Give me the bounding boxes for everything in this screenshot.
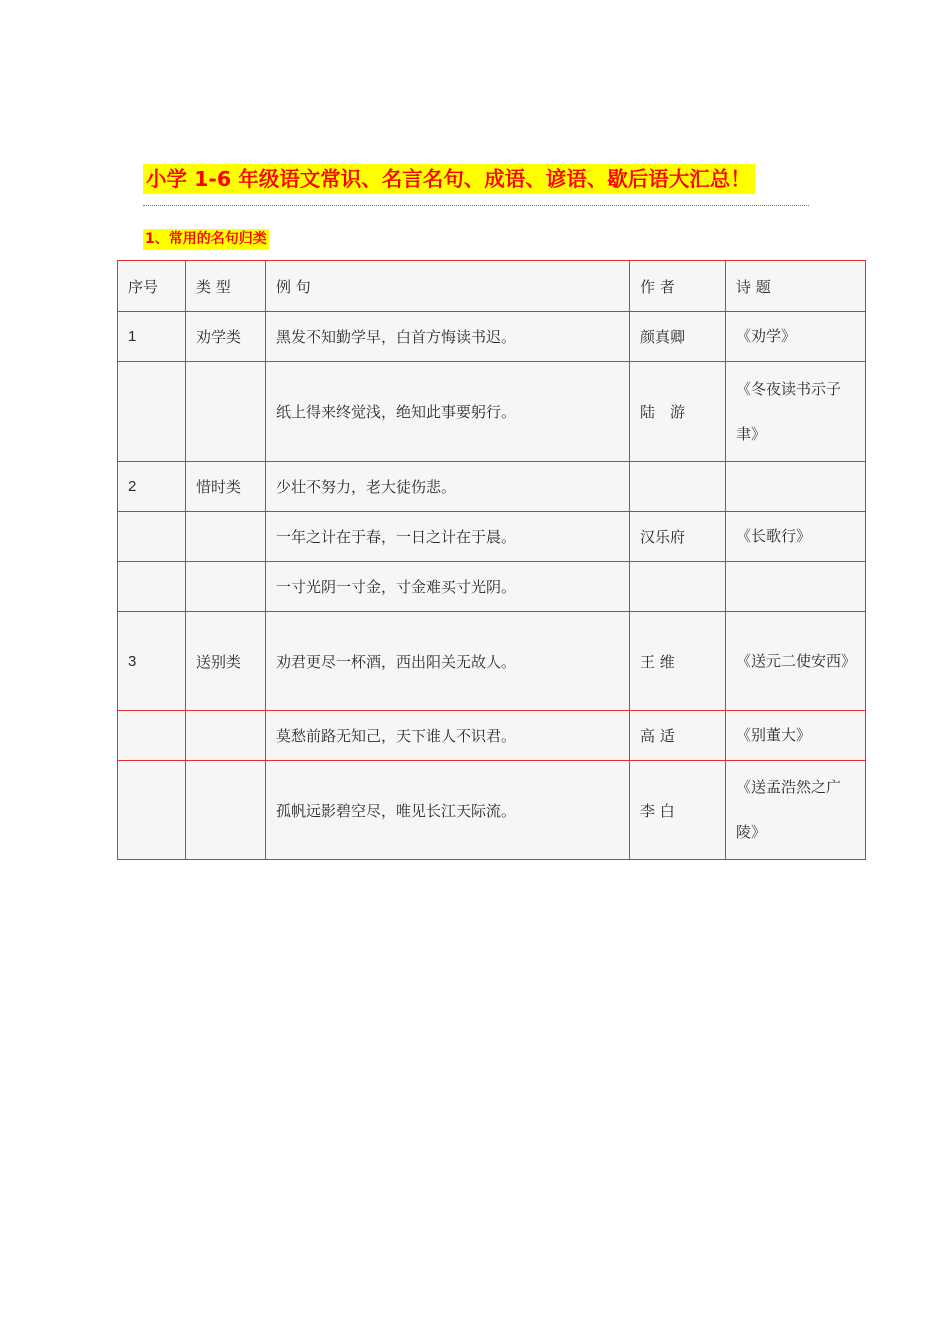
row-type bbox=[186, 761, 266, 860]
header-type: 类 型 bbox=[186, 261, 266, 312]
row-index bbox=[118, 711, 186, 761]
row-author: 王 维 bbox=[630, 612, 726, 711]
quotes-table bbox=[117, 260, 866, 860]
table-row bbox=[118, 562, 866, 612]
row-author: 汉乐府 bbox=[630, 512, 726, 562]
row-example: 黑发不知勤学早，白首方悔读书迟。 bbox=[266, 312, 630, 362]
row-author: 陆 游 bbox=[630, 362, 726, 462]
row-type bbox=[186, 711, 266, 761]
row-example: 少壮不努力，老大徒伤悲。 bbox=[266, 462, 630, 512]
row-poem bbox=[726, 462, 866, 512]
row-index bbox=[118, 761, 186, 860]
row-index: 2 bbox=[118, 462, 186, 512]
document-title: 小学 1-6 年级语文常识、名言名句、成语、谚语、歇后语大汇总！ bbox=[143, 164, 755, 194]
table-row bbox=[118, 512, 866, 562]
section-heading: 1、常用的名句归类 bbox=[143, 229, 269, 250]
header-example: 例 句 bbox=[266, 261, 630, 312]
row-example: 莫愁前路无知己，天下谁人不识君。 bbox=[266, 711, 630, 761]
row-poem: 《长歌行》 bbox=[726, 512, 866, 562]
row-poem: 《冬夜读书示子聿》 bbox=[726, 362, 866, 462]
row-index bbox=[118, 362, 186, 462]
table-row bbox=[118, 761, 866, 860]
row-example: 纸上得来终觉浅，绝知此事要躬行。 bbox=[266, 362, 630, 462]
table-row bbox=[118, 312, 866, 362]
table-row bbox=[118, 711, 866, 761]
table-header-row bbox=[118, 261, 866, 312]
row-author bbox=[630, 462, 726, 512]
table-row bbox=[118, 362, 866, 462]
row-type: 惜时类 bbox=[186, 462, 266, 512]
row-index: 1 bbox=[118, 312, 186, 362]
row-author bbox=[630, 562, 726, 612]
row-poem: 《劝学》 bbox=[726, 312, 866, 362]
row-example: 孤帆远影碧空尽，唯见长江天际流。 bbox=[266, 761, 630, 860]
row-poem bbox=[726, 562, 866, 612]
row-poem: 《送元二使安西》 bbox=[726, 612, 866, 711]
row-example: 一寸光阴一寸金，寸金难买寸光阴。 bbox=[266, 562, 630, 612]
header-author: 作 者 bbox=[630, 261, 726, 312]
dotted-divider bbox=[143, 205, 809, 206]
row-poem: 《别董大》 bbox=[726, 711, 866, 761]
row-index: 3 bbox=[118, 612, 186, 711]
header-index: 序号 bbox=[118, 261, 186, 312]
row-example: 一年之计在于春，一日之计在于晨。 bbox=[266, 512, 630, 562]
row-type bbox=[186, 562, 266, 612]
row-poem: 《送孟浩然之广陵》 bbox=[726, 761, 866, 860]
row-author: 颜真卿 bbox=[630, 312, 726, 362]
row-type bbox=[186, 362, 266, 462]
row-type bbox=[186, 512, 266, 562]
row-type: 送别类 bbox=[186, 612, 266, 711]
row-author: 高 适 bbox=[630, 711, 726, 761]
header-poem: 诗 题 bbox=[726, 261, 866, 312]
table-row bbox=[118, 462, 866, 512]
row-index bbox=[118, 562, 186, 612]
row-author: 李 白 bbox=[630, 761, 726, 860]
table-row bbox=[118, 612, 866, 711]
row-example: 劝君更尽一杯酒，西出阳关无故人。 bbox=[266, 612, 630, 711]
row-index bbox=[118, 512, 186, 562]
row-type: 劝学类 bbox=[186, 312, 266, 362]
